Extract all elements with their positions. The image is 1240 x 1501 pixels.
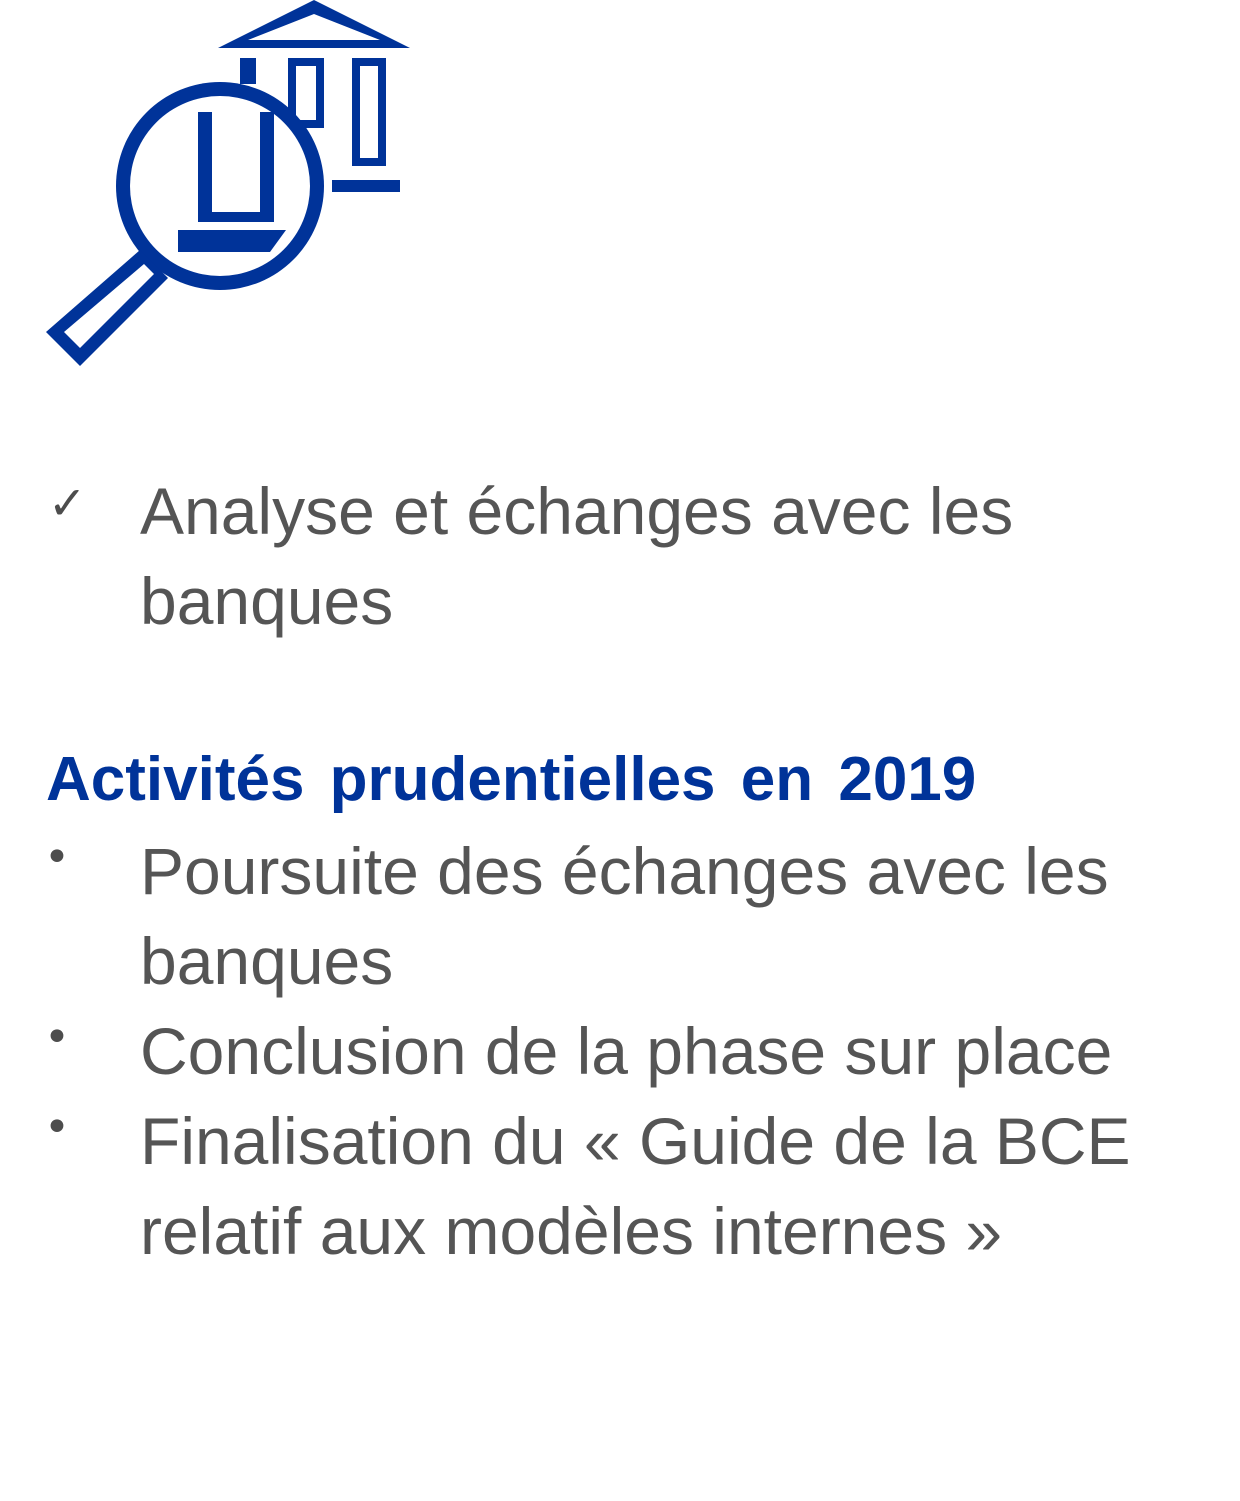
section-title: Activités prudentielles en 2019 (46, 745, 977, 814)
bullet-icon: • (44, 1012, 70, 1063)
check-icon: ✓ (48, 476, 87, 530)
list-item-text: Poursuite des échanges avec les banques (140, 834, 1109, 998)
list-item (0, 1096, 1240, 1276)
list-item-text: Conclusion de la phase sur place (140, 1014, 1113, 1088)
bullet-icon: • (44, 1102, 70, 1153)
list-item (0, 1006, 1240, 1096)
bullet-list (0, 826, 1240, 1276)
bullet-icon: • (44, 832, 70, 883)
magnifier-bank-icon (40, 0, 420, 370)
intro-text: Analyse et échanges avec les banques (140, 474, 1014, 638)
list-item (0, 826, 1240, 1006)
list-item-text: Finalisation du « Guide de la BCE relatif aux modèles internes » (140, 1104, 1131, 1268)
intro-item (0, 466, 1240, 646)
